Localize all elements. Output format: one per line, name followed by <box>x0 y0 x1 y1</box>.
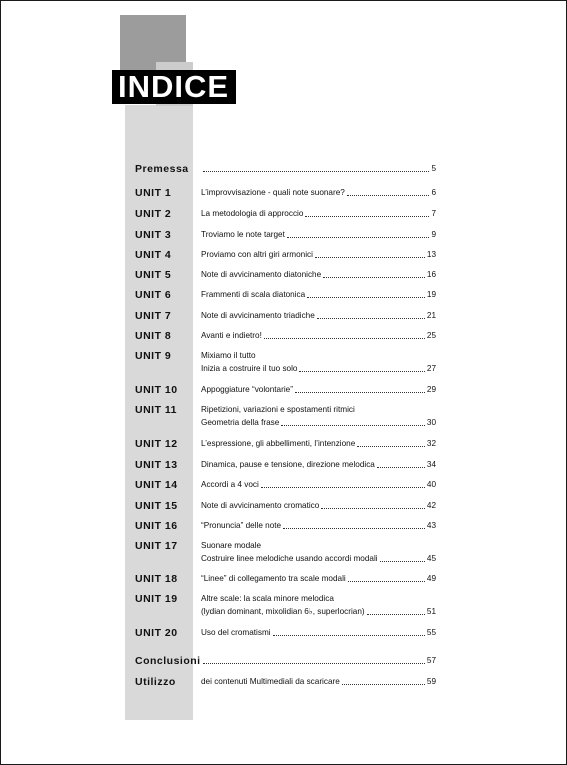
toc-entry-text: Proviamo con altri giri armonici <box>201 250 313 259</box>
toc-page-number: 16 <box>426 270 436 279</box>
toc-entry-line <box>201 229 436 241</box>
toc-entry-label: UNIT 10 <box>135 384 178 396</box>
toc-entry-label: UNIT 6 <box>135 289 172 301</box>
dot-leader <box>299 370 424 372</box>
toc-entry-line <box>201 520 436 532</box>
toc-entry-line <box>201 573 436 585</box>
dot-leader <box>357 445 425 447</box>
toc-entry-line <box>201 310 436 322</box>
toc-entry-label: UNIT 12 <box>135 438 178 450</box>
toc-entry-label: UNIT 8 <box>135 330 172 342</box>
dot-leader <box>367 613 425 615</box>
dot-leader <box>323 276 425 278</box>
toc-entry-text: Avanti e indietro! <box>201 331 262 340</box>
toc-page-number: 29 <box>426 385 436 394</box>
toc-entry-line <box>201 655 436 667</box>
toc-entry-text: Appoggiature “volontarie” <box>201 385 293 394</box>
toc-page-number: 40 <box>426 480 436 489</box>
toc-entry-text: Suonare modale <box>201 541 262 550</box>
toc-page-number: 30 <box>426 418 436 427</box>
dot-leader <box>295 391 425 393</box>
toc-entry-line <box>201 438 436 450</box>
toc-entry-line <box>201 363 436 375</box>
toc-entry-line <box>201 676 436 688</box>
toc-entry-text: Dinamica, pause e tensione, direzione melodica <box>201 460 375 469</box>
dot-leader <box>305 215 429 217</box>
toc-entry-label: UNIT 4 <box>135 249 172 261</box>
toc-entry-text: Note di avvicinamento cromatico <box>201 501 320 510</box>
toc-entry-line <box>201 553 436 565</box>
toc-entry-label: Premessa <box>135 163 189 175</box>
toc-page-number: 25 <box>426 331 436 340</box>
toc-entry-label: UNIT 16 <box>135 520 178 532</box>
dot-leader <box>321 507 425 509</box>
toc-entry-label: UNIT 1 <box>135 187 172 199</box>
toc-entry-text: Costruire linee melodiche usando accordi modali <box>201 554 378 563</box>
dot-leader <box>203 662 425 664</box>
toc-page-number: 34 <box>426 460 436 469</box>
toc-page-number: 7 <box>431 209 436 218</box>
toc-page-number: 55 <box>426 628 436 637</box>
toc-entry-line <box>201 417 436 429</box>
dot-leader <box>380 560 425 562</box>
toc-entry-line <box>201 540 436 552</box>
toc-entry-text: Accordi a 4 voci <box>201 480 259 489</box>
toc-entry-text: Note di avvicinamento triadiche <box>201 311 315 320</box>
toc-entry-label: UNIT 5 <box>135 269 172 281</box>
toc-entry-text: (lydian dominant, mixolidian 6♭, superlocrian) <box>201 607 365 616</box>
toc-page-number: 45 <box>426 554 436 563</box>
toc-entry-text: Ripetizioni, variazioni e spostamenti ritmici <box>201 405 355 414</box>
dot-leader <box>273 634 425 636</box>
toc-page-number: 5 <box>431 164 436 173</box>
toc-entry-text: Inizia a costruire il tuo solo <box>201 364 298 373</box>
toc-page-number: 19 <box>426 290 436 299</box>
dot-leader <box>283 527 425 529</box>
dot-leader <box>264 337 425 339</box>
toc-entry-line <box>201 350 436 362</box>
dot-leader <box>377 466 425 468</box>
toc-entry-label: UNIT 14 <box>135 479 178 491</box>
toc-entry-text: L’espressione, gli abbellimenti, l’intenzione <box>201 439 356 448</box>
toc-entry-text: Geometria della frase <box>201 418 280 427</box>
toc-entry-text: “Linee” di collegamento tra scale modali <box>201 574 346 583</box>
dot-leader <box>348 580 425 582</box>
toc-entry-line <box>201 627 436 639</box>
toc-entry-line <box>201 479 436 491</box>
toc-entry-line <box>201 269 436 281</box>
dot-leader <box>347 194 430 196</box>
dot-leader <box>317 317 425 319</box>
toc-entry-line <box>201 289 436 301</box>
toc-entry-line <box>201 249 436 261</box>
toc-entry-text: Frammenti di scala diatonica <box>201 290 306 299</box>
toc-entry-line <box>201 163 436 175</box>
dot-leader <box>203 170 429 172</box>
toc-page-number: 42 <box>426 501 436 510</box>
dot-leader <box>287 236 430 238</box>
toc-entry-line <box>201 330 436 342</box>
toc-entry-line <box>201 384 436 396</box>
toc-page-number: 43 <box>426 521 436 530</box>
toc-entry-line <box>201 459 436 471</box>
toc-entry-label: UNIT 3 <box>135 229 172 241</box>
dot-leader <box>307 296 425 298</box>
dot-leader <box>342 683 425 685</box>
toc-page-number: 6 <box>431 188 436 197</box>
toc-page-number: 13 <box>426 250 436 259</box>
toc-entry-label: UNIT 7 <box>135 310 172 322</box>
toc-page-number: 32 <box>426 439 436 448</box>
toc-page-number: 51 <box>426 607 436 616</box>
toc-entry-text: Note di avvicinamento diatoniche <box>201 270 322 279</box>
toc-entry-text: Troviamo le note target <box>201 230 285 239</box>
toc-entry-label: UNIT 2 <box>135 208 172 220</box>
toc-entry-line <box>201 187 436 199</box>
toc-page-number: 57 <box>426 656 436 665</box>
toc-entry-text: dei contenuti Multimediali da scaricare <box>201 677 340 686</box>
toc-entry-label: Conclusioni <box>135 655 201 667</box>
toc-entry-text: L’improvvisazione - quali note suonare? <box>201 188 345 197</box>
toc-page-number: 21 <box>426 311 436 320</box>
toc-entry-label: Utilizzo <box>135 676 176 688</box>
toc-entry-label: UNIT 13 <box>135 459 178 471</box>
dot-leader <box>315 256 425 258</box>
toc-entry-label: UNIT 9 <box>135 350 172 362</box>
toc-entry-label: UNIT 15 <box>135 500 178 512</box>
toc-page-number: 9 <box>431 230 436 239</box>
toc-entry-line <box>201 208 436 220</box>
toc-entry-line <box>201 500 436 512</box>
dot-leader <box>281 424 425 426</box>
toc-entry-text: La metodologia di approccio <box>201 209 304 218</box>
toc-entry-text: “Pronuncia” delle note <box>201 521 282 530</box>
toc-entry-label: UNIT 17 <box>135 540 178 552</box>
toc-entry-text: Altre scale: la scala minore melodica <box>201 594 334 603</box>
page-title: INDICE <box>112 70 238 104</box>
toc-entry-line <box>201 593 436 605</box>
toc-entry-text: Uso del cromatismi <box>201 628 271 637</box>
toc-entry-label: UNIT 11 <box>135 404 178 416</box>
toc-page-number: 49 <box>426 574 436 583</box>
toc-entry-label: UNIT 20 <box>135 627 178 639</box>
toc-entry-text: Mixiamo il tutto <box>201 351 256 360</box>
dot-leader <box>261 486 425 488</box>
toc-entry-line <box>201 404 436 416</box>
toc-page-number: 27 <box>426 364 436 373</box>
toc-entry-label: UNIT 18 <box>135 573 178 585</box>
toc-entry-label: UNIT 19 <box>135 593 178 605</box>
toc-entry-line <box>201 606 436 618</box>
toc-page-number: 59 <box>426 677 436 686</box>
